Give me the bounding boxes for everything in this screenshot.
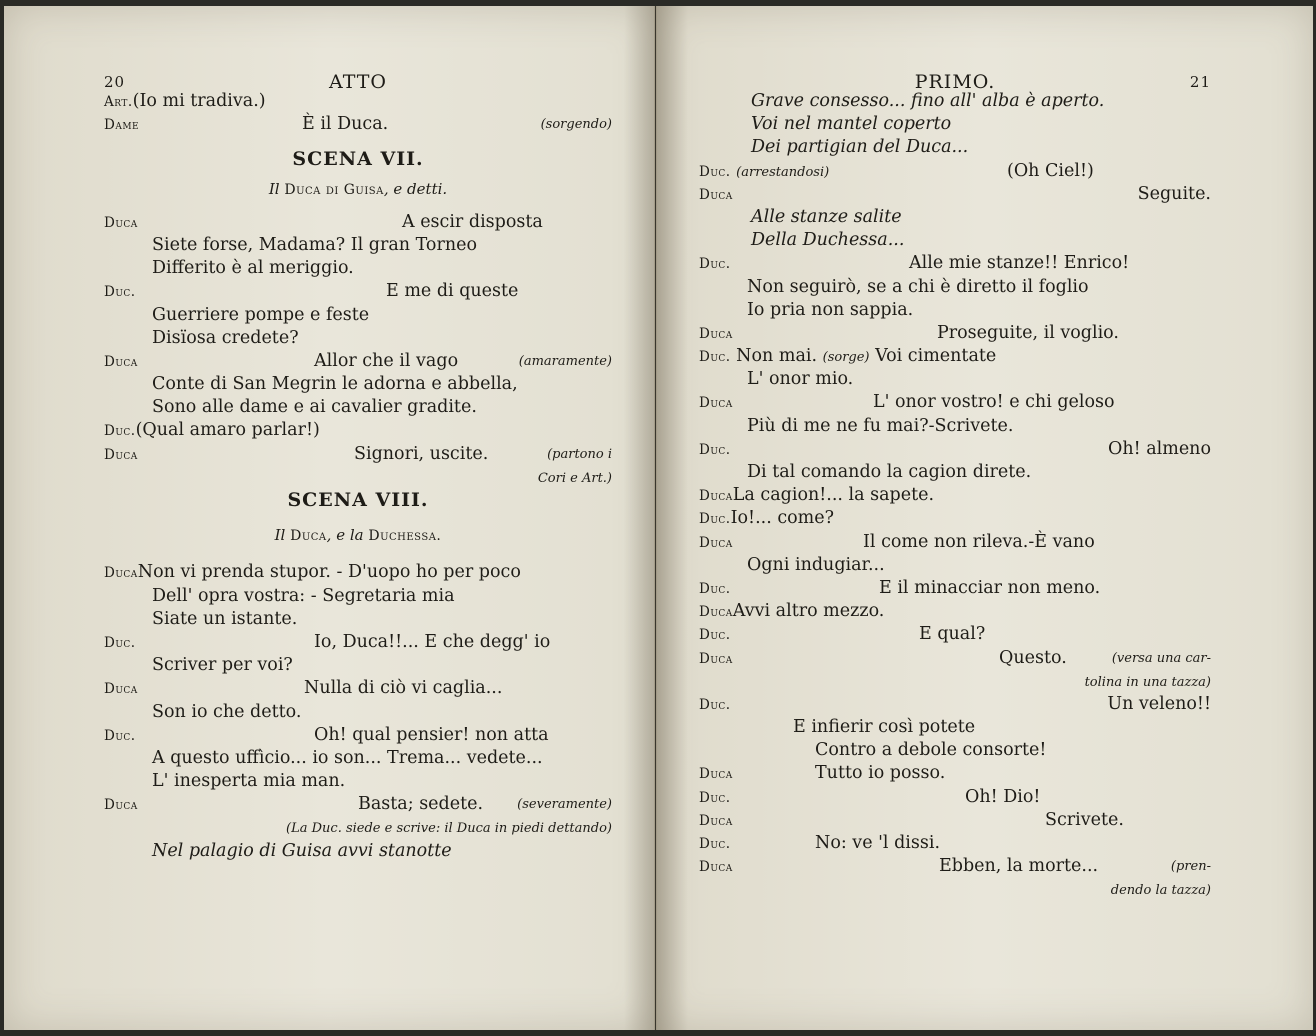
speech-line: Duc. Oh! Dio! (699, 786, 1211, 809)
speaker: Duca (104, 565, 138, 582)
speech-line: Duc. Non mai. (sorge) Voi cimentate (699, 345, 1211, 368)
stage-direction: (sorge) (822, 350, 870, 366)
speaker: Duca (699, 534, 733, 551)
verse-line: Guerriere pompe e feste (152, 304, 370, 325)
speaker: Duca (699, 186, 733, 203)
verse-line: Grave consesso... fino all' alba è aperto. (751, 91, 1105, 111)
speech-line: Duc. E me di queste (104, 280, 612, 303)
stage-direction: (La Duc. siede e scrive: il Duca in piedi dettando) (286, 821, 612, 837)
running-head-title: PRIMO. (914, 71, 996, 93)
verse-line: Di tal comando la cagion direte. (747, 462, 1032, 482)
speaker: Duca (104, 681, 138, 698)
verse-line: Scriver per voi? (152, 655, 293, 676)
speech-line: Duca Scrivete. (699, 809, 1211, 832)
speaker: Duc. (104, 634, 136, 651)
page-number: 20 (104, 73, 126, 91)
stage-direction: (pren- (1170, 859, 1211, 875)
verse-line: Della Duchessa... (751, 230, 905, 251)
speech-line: Duc. Io, Duca!!... E che degg' io (104, 631, 612, 654)
speech-line: Duca Signori, uscite. (partono i (104, 443, 612, 466)
verse-line: Alle stanze salite (751, 206, 902, 227)
stage-direction: (amaramente) (518, 353, 612, 369)
speech-line: Duca Ebben, la morte... (pren- (699, 855, 1211, 878)
scene-subtitle: Il Duca, e la Duchessa. (274, 526, 442, 545)
scene-subtitle: Il Duca di Guisa, e detti. (268, 179, 448, 198)
speaker: Duca (104, 446, 138, 463)
speaker: Duca (699, 395, 733, 412)
right-page (656, 6, 1313, 1030)
right-page-text (699, 68, 1211, 902)
speech-line: Duca Proseguite, il voglio. (699, 322, 1211, 345)
speech-line: Duca A escir disposta (104, 211, 612, 234)
stage-direction: (arrestandosi) (736, 164, 830, 180)
speech-line: Duca Nulla di ciò vi caglia... (104, 677, 612, 700)
speech-line: Duca Il come non rileva.-È vano (699, 531, 1211, 554)
speaker: Duca (699, 650, 733, 667)
verse-line: Più di me ne fu mai?-Scrivete. (747, 415, 1014, 436)
open-book (4, 0, 1312, 1036)
speech-line: Duc. Un veleno!! (699, 693, 1211, 716)
speaker: Duc. (699, 580, 731, 597)
speaker: Duc. (699, 789, 731, 806)
speech-line: Duca Basta; sedete. (severamente) (104, 793, 612, 816)
running-head-title: ATTO (329, 71, 387, 93)
stage-direction: (versa una car- (1111, 650, 1211, 666)
stage-direction: tolina in una tazza) (1084, 674, 1211, 690)
verse-line: Siate un istante. (152, 608, 298, 629)
speaker: Duc. (699, 163, 731, 180)
speech-line: Duca Tutto io posso. (699, 762, 1211, 785)
verse-line: L' onor mio. (747, 369, 854, 390)
speech-line: Duca L' onor vostro! e chi geloso (699, 391, 1211, 414)
stage-direction: (partono i (547, 446, 612, 462)
speaker: Duca (699, 325, 733, 342)
speaker: Art. (104, 94, 133, 110)
speech-line: Duc.Io!... come? (699, 507, 1211, 530)
speech-line: DucaAvvi altro mezzo. (699, 600, 1211, 623)
speaker: Duca (699, 766, 733, 783)
scene-title: SCENA VIII. (287, 489, 429, 511)
speech-line: Duc. E qual? (699, 623, 1211, 646)
speaker: Duca (699, 488, 733, 505)
verse-line: Voi nel mantel coperto (751, 114, 952, 135)
verse-line: Contro a debole consorte! (815, 740, 1047, 761)
stage-direction: (severamente) (517, 797, 612, 813)
speech-line: Duc. Oh! almeno (699, 438, 1211, 461)
speech-line: DucaLa cagion!... la sapete. (699, 484, 1211, 507)
speaker: Duc. (104, 727, 136, 744)
scene-title: SCENA VII. (292, 148, 424, 171)
speaker: Duca (699, 859, 733, 876)
verse-line: Son io che detto. (152, 701, 302, 722)
speaker: Duc. (104, 284, 136, 301)
speaker: Duca (104, 797, 138, 814)
speaker: Duca (104, 214, 138, 231)
speaker: Duc. (699, 349, 731, 366)
verse-line: Siete forse, Madama? Il gran Torneo (152, 234, 477, 255)
verse-line: Ogni indugiar... (747, 554, 885, 575)
stage-direction: Cori e Art.) (537, 470, 612, 486)
verse-line: Conte di San Megrin le adorna e abbella, (152, 374, 518, 395)
speaker: Duca (104, 353, 138, 370)
speech-line: Dame È il Duca. (sorgendo) (104, 113, 612, 136)
speaker: Duc. (699, 627, 731, 644)
verse-line: Non seguirò, se a chi è diretto il foglio (747, 276, 1089, 297)
speaker: Duca (699, 812, 733, 829)
speech-line: Art.(Io mi tradiva.) (104, 90, 612, 113)
speech-line: Duc. Oh! qual pensier! non atta (104, 724, 612, 747)
left-page-text (104, 68, 612, 863)
speaker: Duc. (699, 441, 731, 458)
verse-line: A questo uffìcio... io son... Trema... vedete... (152, 747, 543, 768)
speech-line: Duca Seguite. (699, 183, 1211, 206)
speaker: Duc. (699, 511, 731, 528)
verse-line: Dei partigian del Duca... (751, 137, 969, 158)
verse-line: Sono alle dame e ai cavalier gradite. (152, 397, 477, 418)
speech-line: Duc. No: ve 'l dissi. (699, 832, 1211, 855)
speaker: Duca (699, 604, 733, 621)
speaker: Duc. (699, 256, 731, 273)
speaker: Duc. (104, 423, 136, 440)
verse-line: Differito è al meriggio. (152, 258, 354, 279)
speech-line: Duc.(Qual amaro parlar!) (104, 419, 612, 442)
page-number: 21 (1189, 73, 1211, 91)
speaker: Duc. (699, 836, 731, 852)
verse-line: E infierir così potete (793, 717, 976, 738)
stage-direction: dendo la tazza) (1110, 883, 1211, 899)
stage-direction: (sorgendo) (540, 117, 612, 133)
speech-line: Duc. (arrestandosi) (Oh Ciel!) (699, 160, 1211, 183)
speaker: Duc. (699, 696, 731, 713)
verse-line: Dell' opra vostra: - Segretaria mia (152, 585, 455, 606)
speech-line: Duc. E il minacciar non meno. (699, 577, 1211, 600)
speech-line: Duca Allor che il vago (amaramente) (104, 350, 612, 373)
verse-line: Nel palagio di Guisa avvi stanotte (152, 840, 452, 861)
speech-line: Duca Questo. (versa una car- (699, 647, 1211, 670)
verse-line: Io pria non sappia. (747, 299, 914, 320)
left-page (4, 6, 655, 1030)
speech-line: Duc. Alle mie stanze!! Enrico! (699, 252, 1211, 275)
verse-line: Disïosa credete? (152, 327, 299, 348)
speaker: Dame (104, 117, 140, 134)
verse-line: L' inesperta mia man. (152, 771, 346, 792)
speech-line: DucaNon vi prenda stupor. - D'uopo ho per poco (104, 561, 612, 584)
